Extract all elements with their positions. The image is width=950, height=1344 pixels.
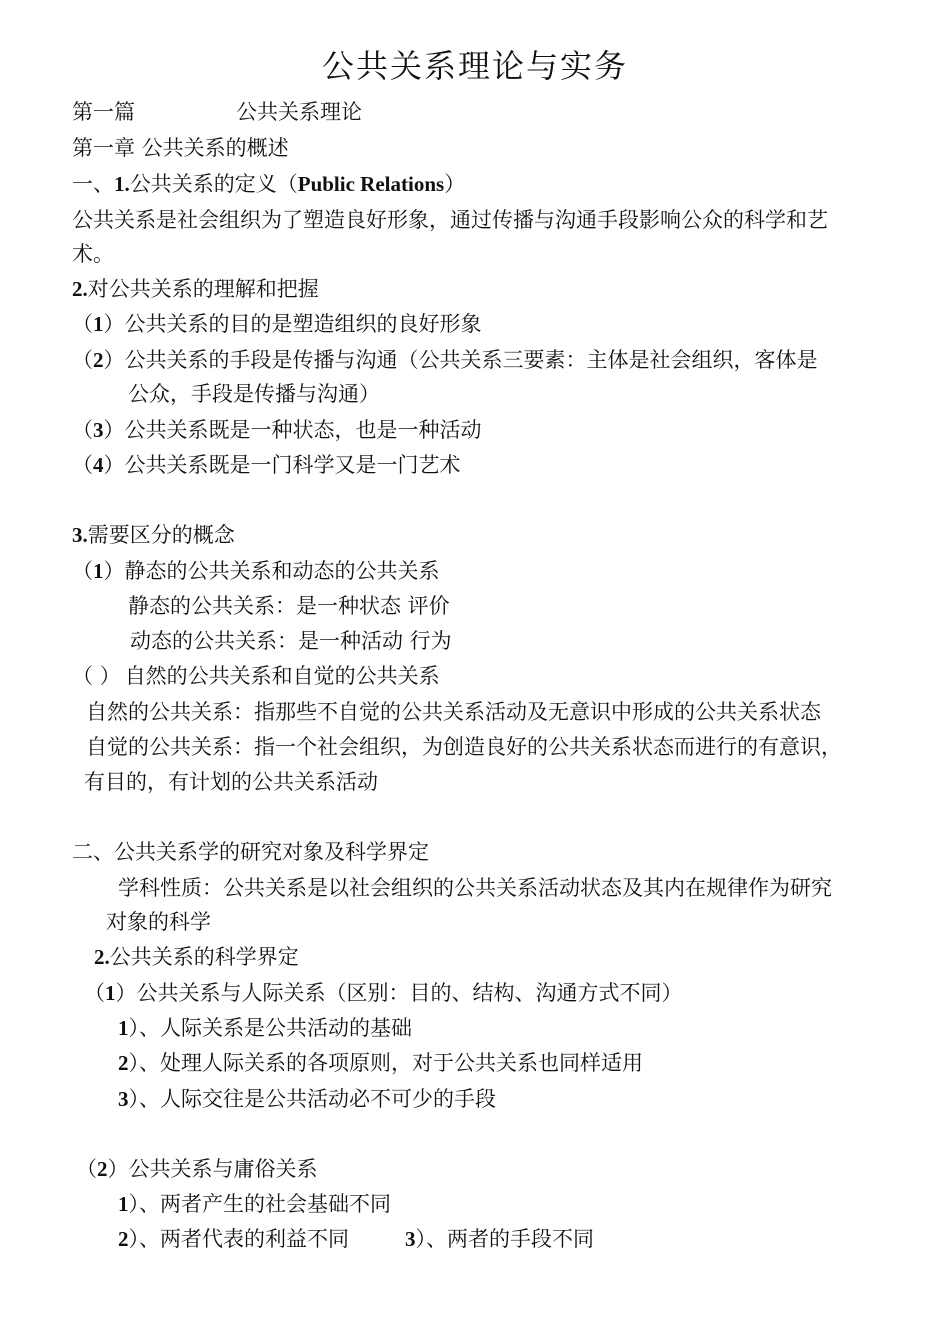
discipline-nature: 学科性质：公共关系是以社会组织的公共关系活动状态及其内在规律作为研究 bbox=[118, 876, 832, 900]
relation-1: （1）公共关系与人际关系（区别：目的、结构、沟通方式不同） bbox=[84, 981, 683, 1005]
chapter-heading: 第一章 公共关系的概述 bbox=[72, 136, 289, 160]
relation-2: （2）公共关系与庸俗关系 bbox=[76, 1157, 318, 1181]
subheading-understanding: 2.对公共关系的理解和把握 bbox=[72, 277, 319, 301]
concept-1-static: 静态的公共关系：是一种状态 评价 bbox=[128, 594, 450, 618]
document-title: 公共关系理论与实务 bbox=[321, 47, 628, 85]
concept-2-natural: 自然的公共关系：指那些不自觉的公共关系活动及无意识中形成的公共关系状态 bbox=[86, 700, 821, 724]
relation-1-item-1: 1）、人际关系是公共活动的基础 bbox=[118, 1016, 412, 1040]
subheading-scientific-boundary: 2.公共关系的科学界定 bbox=[94, 945, 299, 969]
relation-2-item-1: 1）、两者产生的社会基础不同 bbox=[118, 1192, 391, 1216]
discipline-nature-continued: 对象的科学 bbox=[106, 910, 211, 934]
definition-line-2: 术。 bbox=[72, 242, 114, 266]
concept-1-dynamic: 动态的公共关系：是一种活动 行为 bbox=[130, 629, 452, 653]
part-heading: 第一篇 公共关系理论 bbox=[72, 100, 362, 124]
point-4: （4）公共关系既是一门科学又是一门艺术 bbox=[72, 453, 461, 477]
definition-line-1: 公共关系是社会组织为了塑造良好形象，通过传播与沟通手段影响公众的科学和艺 bbox=[72, 208, 828, 232]
concept-2: （ ） 自然的公共关系和自觉的公共关系 bbox=[72, 664, 440, 688]
section-heading-2: 二、公共关系学的研究对象及科学界定 bbox=[72, 840, 429, 864]
subheading-concepts: 3.需要区分的概念 bbox=[72, 523, 235, 547]
relation-2-items-2-3: 2）、两者代表的利益不同 3）、两者的手段不同 bbox=[118, 1227, 594, 1251]
section-heading-1: 一、1.公共关系的定义（Public Relations） bbox=[72, 172, 466, 196]
point-1: （1）公共关系的目的是塑造组织的良好形象 bbox=[72, 312, 482, 336]
relation-1-item-2: 2）、处理人际关系的各项原则，对于公共关系也同样适用 bbox=[118, 1051, 643, 1075]
point-2-continued: 公众，手段是传播与沟通） bbox=[128, 382, 380, 406]
concept-2-conscious: 自觉的公共关系：指一个社会组织，为创造良好的公共关系状态而进行的有意识， bbox=[86, 735, 842, 759]
point-2: （2）公共关系的手段是传播与沟通（公共关系三要素：主体是社会组织，客体是 bbox=[72, 348, 818, 372]
concept-2-conscious-continued: 有目的，有计划的公共关系活动 bbox=[84, 770, 378, 794]
relation-1-item-3: 3）、人际交往是公共活动必不可少的手段 bbox=[118, 1087, 496, 1111]
concept-1: （1）静态的公共关系和动态的公共关系 bbox=[72, 559, 440, 583]
point-3: （3）公共关系既是一种状态，也是一种活动 bbox=[72, 418, 482, 442]
